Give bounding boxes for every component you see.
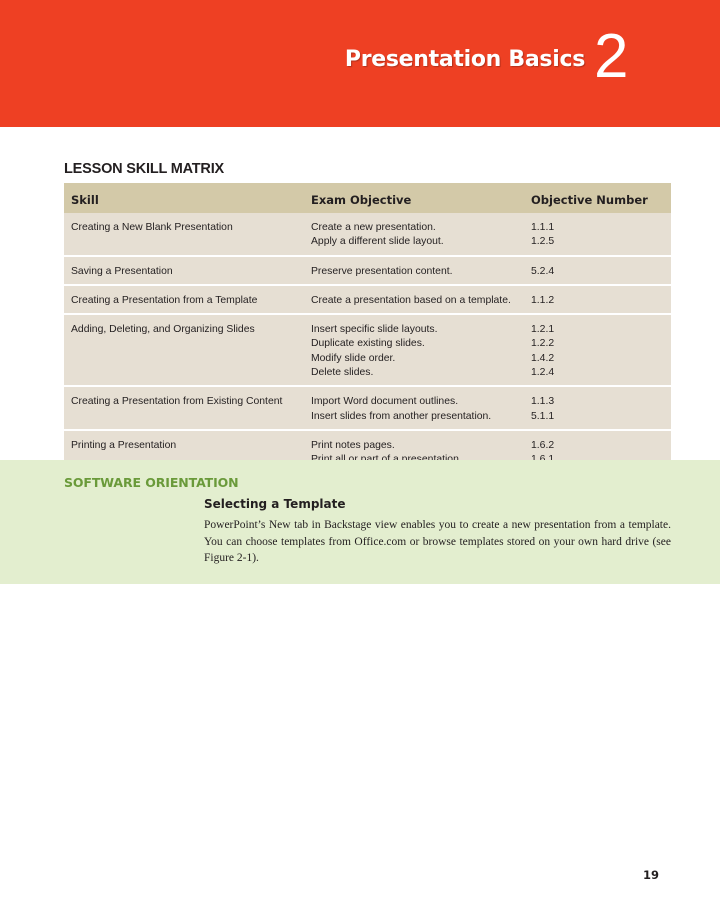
software-orientation-heading: SOFTWARE ORIENTATION <box>64 475 239 490</box>
objective-line <box>311 439 671 453</box>
skill-matrix-table <box>64 183 671 487</box>
objective-line <box>311 395 671 409</box>
skill-cell: Creating a Presentation from a Template <box>71 294 258 306</box>
objective-number: 1.6.2 <box>531 439 555 451</box>
exam-objective-text: Insert specific slide layouts. <box>311 324 438 336</box>
objective-line <box>311 235 671 249</box>
software-orientation-body: PowerPoint’s New tab in Backstage view enables you to create a new presentation from a template. You can choose templates from Office.com or browse templates stored on your own hard drive (see Figure 2-1). <box>204 519 671 564</box>
table-row <box>64 313 671 385</box>
objective-number: 1.2.1 <box>531 324 555 336</box>
objective-list <box>311 294 671 308</box>
objective-number: 1.1.3 <box>531 396 555 408</box>
objective-number: 1.2.5 <box>531 236 555 248</box>
column-header-objective-number: Objective Number <box>531 193 648 207</box>
page-number: 19 <box>643 868 660 882</box>
objective-line <box>311 294 671 308</box>
skill-cell: Creating a New Blank Presentation <box>71 222 233 233</box>
objective-line <box>311 410 671 424</box>
column-header-skill: Skill <box>71 193 99 207</box>
exam-objective-text: Import Word document outlines. <box>311 396 459 408</box>
software-orientation-section <box>0 460 720 584</box>
objective-number: 1.1.1 <box>531 222 555 233</box>
table-row <box>64 385 671 429</box>
exam-objective-text: Delete slides. <box>311 367 374 379</box>
skill-cell: Adding, Deleting, and Organizing Slides <box>71 324 255 336</box>
table-row <box>64 255 671 284</box>
chapter-title: Presentation Basics <box>344 47 585 72</box>
software-orientation-subheading: Selecting a Template <box>204 497 346 511</box>
exam-objective-text: Insert slides from another presentation. <box>311 410 492 422</box>
table-row <box>64 284 671 313</box>
objective-number: 5.1.1 <box>531 410 555 422</box>
skill-cell: Creating a Presentation from Existing Content <box>71 396 283 408</box>
skill-matrix-header <box>64 183 671 213</box>
objective-line <box>311 337 671 351</box>
exam-objective-text: Apply a different slide layout. <box>311 236 444 248</box>
objective-line <box>311 265 671 279</box>
objective-number: 1.2.4 <box>531 367 555 379</box>
objective-list <box>311 395 671 424</box>
chapter-banner <box>0 0 720 127</box>
objective-line <box>311 221 671 235</box>
objective-list <box>311 221 671 250</box>
objective-line <box>311 323 671 337</box>
objective-list <box>311 265 671 279</box>
objective-number: 1.1.2 <box>531 294 555 306</box>
chapter-number: 2 <box>594 22 629 91</box>
objective-number: 5.2.4 <box>531 265 555 277</box>
exam-objective-text: Print notes pages. <box>311 439 395 451</box>
objective-number: 1.4.2 <box>531 352 555 364</box>
skill-matrix-heading: LESSON SKILL MATRIX <box>64 161 225 177</box>
objective-number: 1.2.2 <box>531 338 555 350</box>
objective-list <box>311 323 671 380</box>
exam-objective-text: Create a presentation based on a template. <box>311 294 511 306</box>
objective-line <box>311 352 671 366</box>
exam-objective-text: Duplicate existing slides. <box>311 338 425 350</box>
skill-cell: Saving a Presentation <box>71 265 173 277</box>
exam-objective-text: Preserve presentation content. <box>311 265 453 277</box>
table-row <box>64 213 671 255</box>
exam-objective-text: Create a new presentation. <box>311 222 436 233</box>
objective-line <box>311 366 671 380</box>
skill-matrix-body <box>64 213 671 487</box>
exam-objective-text: Modify slide order. <box>311 352 396 364</box>
column-header-exam-objective: Exam Objective <box>311 193 412 207</box>
skill-cell: Printing a Presentation <box>71 439 177 451</box>
